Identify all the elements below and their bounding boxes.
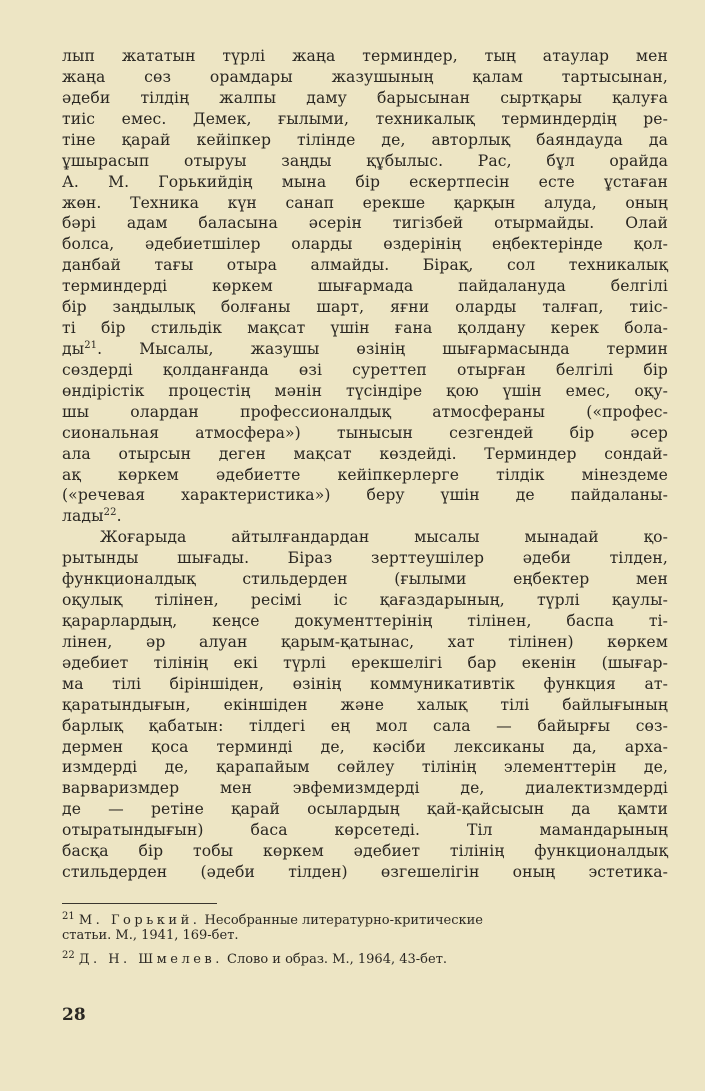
body-line: жөн. Техника күн санап ерекше қарқын алуда, оның	[62, 193, 668, 212]
footnote-author: М. Горький.	[78, 913, 201, 928]
body-text: . Мысалы, жазушы өзінің шығармасында термин	[97, 339, 668, 358]
body-line-with-footnote	[62, 506, 668, 527]
footnote-ref-22: 22	[103, 507, 117, 519]
body-line: функционалдық стильдерден (ғылыми еңбектер мен	[62, 570, 668, 589]
body-line: сөздерді қолданғанда өзі суреттеп отырған белгілі бір	[62, 360, 668, 379]
body-line: өндірістік процестің мәнін түсіндіре қою үшін емес, оқу-	[62, 381, 668, 400]
footnote-text: Несобранные литературно-критические	[204, 913, 483, 928]
body-line: шы олардан профессионалдық атмосфераны («профес-	[62, 402, 668, 421]
footnote-number: 21	[62, 911, 75, 922]
footnote-21-line-2: статьи. М., 1941, 169-бет.	[62, 928, 239, 943]
body-text: ды	[62, 339, 85, 358]
body-line: лінен, әр алуан қарым-қатынас, хат тілінен) көркем	[62, 632, 668, 651]
body-line: тиіс емес. Демек, ғылыми, техникалық терминдердің ре-	[62, 109, 668, 128]
body-line: қарарлардың, кеңсе документтерінің тілінен, баспа ті-	[62, 611, 668, 630]
body-text: лады	[62, 507, 104, 526]
body-line: ма тілі біріншіден, өзінің коммуникативтік функция ат-	[62, 674, 668, 693]
body-line: дермен қоса терминді де, кәсіби лексиканы да, арха-	[62, 737, 668, 756]
footnote-number: 22	[62, 950, 75, 961]
body-line: сиональная атмосфера») тынысын сезгендей бір әсер	[62, 423, 668, 442]
body-line: де — ретіне қарай осылардың қай-қайсысын да қамти	[62, 800, 668, 819]
body-line: тіне қарай кейіпкер тілінде де, авторлық баяндауда да	[62, 130, 668, 149]
body-line: әдебиет тілінің екі түрлі ерекшелігі бар екенін (шығар-	[62, 653, 668, 672]
body-line: ұшырасып отыруы заңды құбылыс. Рас, бұл орайда	[62, 151, 668, 170]
body-line: ала отырсын деген мақсат көздейді. Терминдер сондай-	[62, 444, 668, 463]
body-line: варваризмдер мен эвфемизмдерді де, диалектизмдерді	[62, 779, 668, 798]
body-line-with-footnote	[62, 339, 668, 360]
body-line: бір заңдылық болғаны шарт, яғни оларды талғап, тиіс-	[62, 298, 668, 317]
footnote-text: Слово и образ. М., 1964, 43-бет.	[227, 952, 448, 967]
body-line: бәрі адам баласына әсерін тигізбей отырмайды. Олай	[62, 214, 668, 233]
body-text: .	[116, 507, 122, 526]
body-line: барлық қабатын: тілдегі ең мол сала — байырғы сөз-	[62, 716, 668, 735]
body-line: («речевая характеристика») беру үшін де пайдаланы-	[62, 486, 668, 505]
body-line: терминдерді көркем шығармада пайдалануда белгілі	[62, 277, 668, 296]
body-line: данбай тағы отыра алмайды. Бірақ, сол техникалық	[62, 256, 668, 275]
body-line: жаңа сөз орамдары жазушының қалам тартысынан,	[62, 67, 668, 86]
body-line: А. М. Горькийдің мына бір ескертпесін есте ұстаған	[62, 172, 668, 191]
page-number: 28	[62, 1005, 86, 1025]
body-line: отыратындығын) баса көрсетеді. Тіл мамандарының	[62, 821, 668, 840]
body-line: оқулық тілінен, ресімі іс қағаздарының, түрлі қаулы-	[62, 591, 668, 609]
footnote-ref-21: 21	[84, 339, 98, 351]
body-line: басқа бір тобы көркем әдебиет тілінің функционалдық	[62, 842, 668, 861]
body-line: ақ көркем әдебиетте кейіпкерлерге тілдік мінездеме	[62, 465, 668, 484]
body-line: лып жататын түрлі жаңа терминдер, тың атаулар мен	[62, 47, 668, 65]
paragraph-first-line: Жоғарыда айтылғандардан мысалы мынадай қо-	[100, 528, 668, 547]
footnote-divider	[62, 903, 217, 904]
body-line: измдерді де, қарапайым сөйлеу тілінің элементтерін де,	[62, 758, 668, 777]
body-line: болса, әдебиетшілер оларды өздерінің еңбектерінде қол-	[62, 235, 668, 254]
body-line: ті бір стильдік мақсат үшін ғана қолдану керек бола-	[62, 319, 668, 337]
footnote-22	[62, 946, 668, 970]
body-line: қаратындығын, екіншіден және халық тілі байлығының	[62, 695, 668, 714]
body-line: әдеби тілдің жалпы даму барысынан сыртқары қалуға	[62, 88, 668, 107]
footnote-author: Д. Н. Шмелев.	[78, 952, 223, 967]
body-line: стильдерден (әдеби тілден) өзгешелігін оның эстетика-	[62, 863, 668, 881]
body-line: рытынды шығады. Біраз зерттеушілер әдеби тілден,	[62, 549, 668, 568]
